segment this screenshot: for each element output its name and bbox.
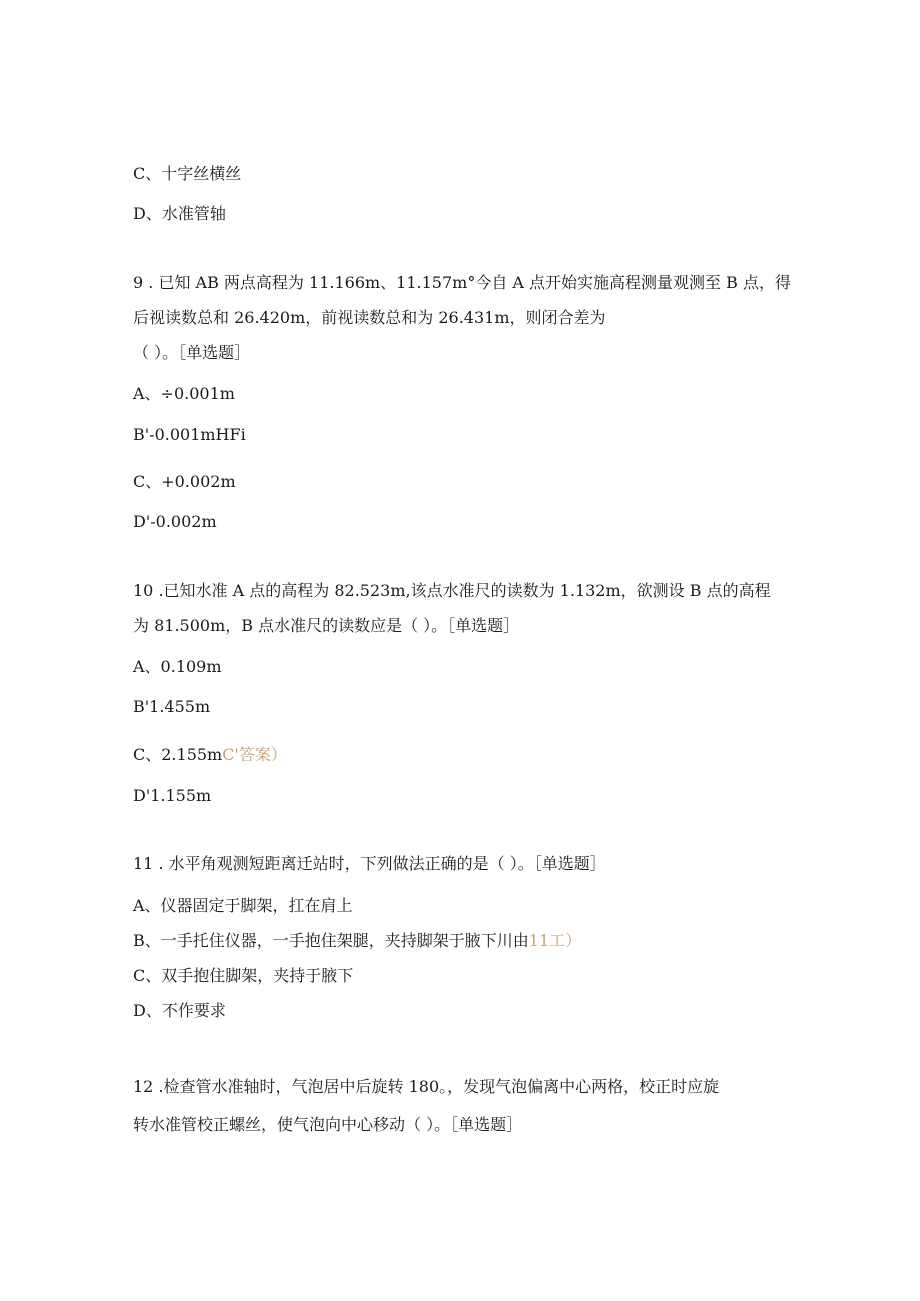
q9-text-line2: 后视读数总和 26.420m，前视读数总和为 26.431m，则闭合差为 <box>133 308 606 327</box>
q10-option-b: B'1.455m <box>133 697 211 716</box>
q9-option-b: B'-0.001mHFi <box>133 425 246 444</box>
q9-text-line1: 9 . 已知 AB 两点高程为 11.166m、11.157m°今自 A 点开始实施高程测量观测至 B 点，得 <box>133 273 791 292</box>
q11-option-b-text: B、一手托住仪器，一手抱住架腿，夹持脚架于腋下川由 <box>133 931 529 950</box>
q11-option-a: A、仪器固定于脚架，扛在肩上 <box>133 896 353 915</box>
q10-text-line1: 10 .已知水准 A 点的高程为 82.523m,该点水准尺的读数为 1.132m，欲测设 B 点的高程 <box>133 581 771 600</box>
q11-answer-mark: 11工） <box>528 931 582 950</box>
q10-option-c-text: C、2.155m <box>133 745 223 764</box>
q10-option-a: A、0.109m <box>133 657 222 676</box>
q10-option-d: D'1.155m <box>133 786 212 805</box>
q10-option-c <box>133 745 287 765</box>
q10-text-line2: 为 81.500m，B 点水准尺的读数应是（ ）。［单选题］ <box>133 616 520 635</box>
q12-text-line2: 转水准管校正螺丝，使气泡向中心移动（ ）。［单选题］ <box>133 1115 523 1134</box>
q11-text-line1: 11 . 水平角观测短距离迁站时，下列做法正确的是（ ）。［单选题］ <box>133 854 606 873</box>
q11-option-b <box>133 931 581 951</box>
q11-option-c: C、双手抱住脚架，夹持于腋下 <box>133 966 354 985</box>
q9-option-d: D'-0.002m <box>133 512 217 531</box>
q9-option-a: A、÷0.001m <box>133 384 235 403</box>
q9-text-line3: （ ）。［单选题］ <box>133 343 251 362</box>
q8-option-c: C、十字丝横丝 <box>133 164 242 183</box>
q12-text-line1: 12 .检查管水准轴时，气泡居中后旋转 180。，发现气泡偏离中心两格，校正时应旋 <box>133 1077 720 1096</box>
q9-option-c: C、+0.002m <box>133 472 236 491</box>
q11-option-d: D、不作要求 <box>133 1001 226 1020</box>
q10-answer-mark: C'答案） <box>222 745 287 764</box>
q8-option-d: D、水准管轴 <box>133 204 226 223</box>
